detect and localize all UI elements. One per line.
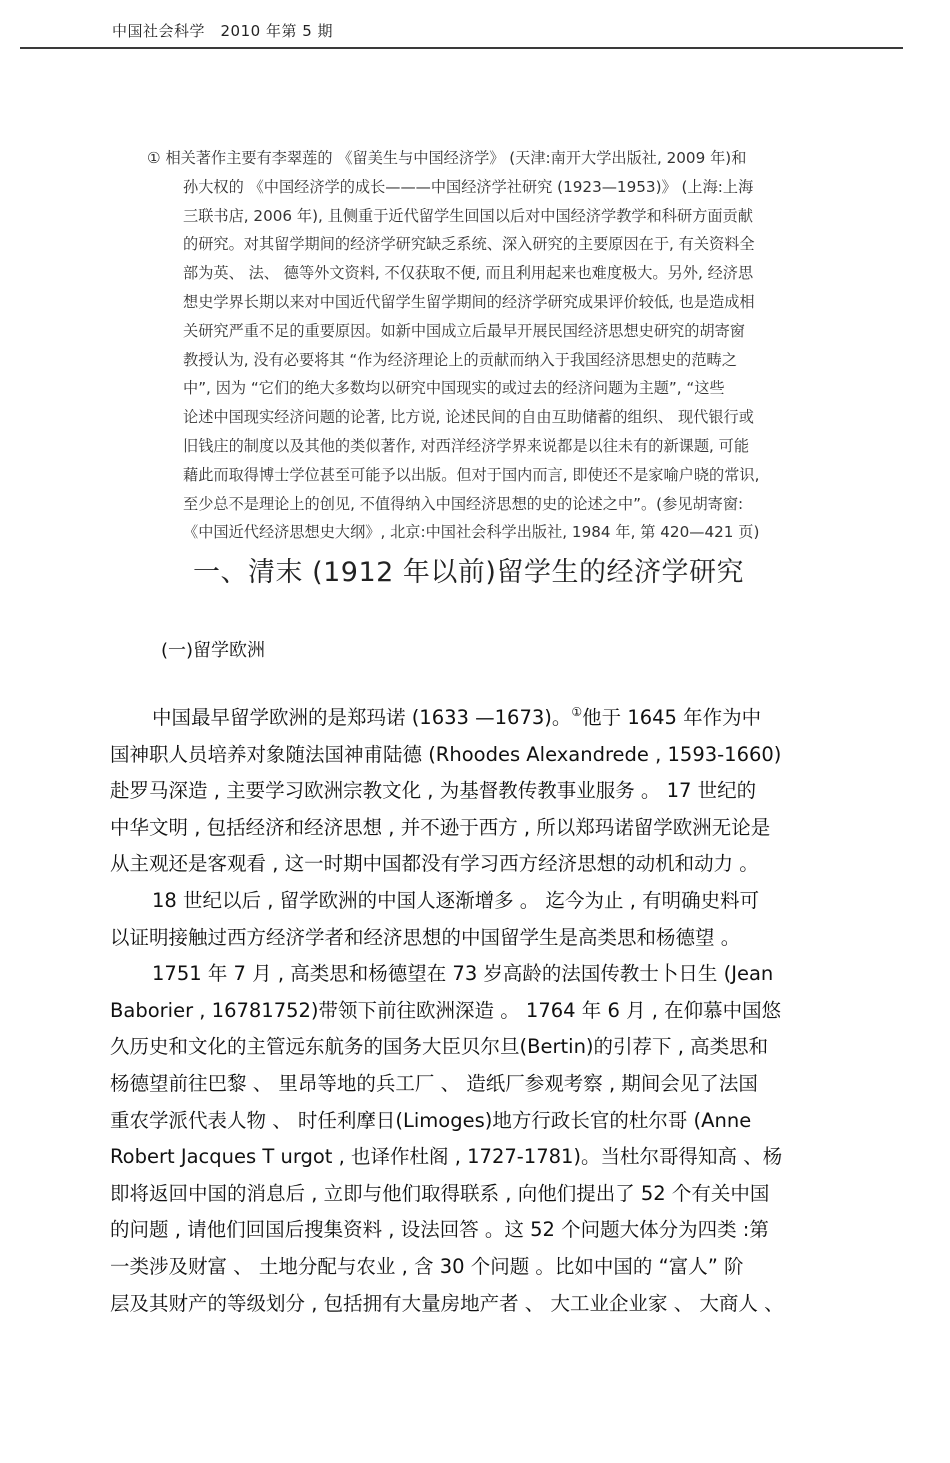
running-head: 中国社会科学 2010 年第 5 期: [112, 22, 334, 40]
body-line: 一类涉及财富 、 土地分配与农业 , 含 30 个问题 。比如中国的 “富人” 阶: [110, 1254, 744, 1278]
footnote-line: 想史学界长期以来对中国近代留学生留学期间的经济学研究成果评价较低, 也是造成相: [183, 292, 755, 311]
body-line: 久历史和文化的主管远东航务的国务大臣贝尔旦(Bertin)的引荐下 , 高类思和: [110, 1035, 769, 1059]
body-line: 中华文明 , 包括经济和经济思想 , 并不逊于西方 , 所以郑玛诺留学欧洲无论是: [110, 815, 771, 839]
footnote-line: 至少总不是理论上的创见, 不值得纳入中国经济思想的史的论述之中”。(参见胡寄窗:: [183, 494, 744, 513]
footnote-ref[interactable]: ①: [571, 705, 583, 719]
body-line: 重农学派代表人物 、 时任利摩日(Limoges)地方行政长官的杜尔哥 (Anne: [110, 1108, 752, 1132]
footnote-line: 旧钱庄的制度以及其他的类似著作, 对西洋经济学界来说都是以往未有的新课题, 可能: [183, 436, 750, 455]
footnote-line: 三联书店, 2006 年), 且侧重于近代留学生回国以后对中国经济学教学和科研方面贡献: [183, 206, 753, 225]
body-line: 杨德望前往巴黎 、 里昂等地的兵工厂 、 造纸厂参观考察 , 期间会见了法国: [110, 1071, 758, 1095]
body-line: 以证明接触过西方经济学者和经济思想的中国留学生是高类思和杨德望 。: [110, 925, 741, 949]
footnote-line: ① 相关著作主要有李翠莲的 《留美生与中国经济学》 (天津:南开大学出版社, 2009 年)和: [147, 149, 747, 167]
footnote-line: 关研究严重不足的重要原因。如新中国成立后最早开展民国经济思想史研究的胡寄窗: [183, 321, 745, 340]
body-text: [110, 694, 840, 1322]
footnote-line: 教授认为, 没有必要将其 “作为经济理论上的贡献而纳入于我国经济思想史的范畴之: [183, 350, 737, 369]
body-line: 1751 年 7 月 , 高类思和杨德望在 73 岁高龄的法国传教士卜日生 (Jean: [152, 962, 774, 986]
footnote-line: 《中国近代经济思想史大纲》, 北京:中国社会科学出版社, 1984 年, 第 420—421 页): [183, 523, 760, 542]
section-title: 一、清末 (1912 年以前)留学生的经济学研究: [193, 557, 744, 588]
footnote-line: 部为英、 法、 德等外文资料, 不仅获取不便, 而且利用起来也难度极大。另外, 经济思: [183, 264, 754, 283]
footnote-line: 孙大权的 《中国经济学的成长———中国经济学社研究 (1923—1953)》 (上海:上海: [183, 177, 754, 196]
body-line: 赴罗马深造 , 主要学习欧洲宗教文化 , 为基督教传教事业服务 。 17 世纪的: [110, 779, 757, 803]
body-line: 中国最早留学欧洲的是郑玛诺 (1633 —1673)。①他于 1645 年作为中: [152, 705, 762, 729]
body-line: 18 世纪以后 , 留学欧洲的中国人逐渐增多 。 迄今为止 , 有明确史料可: [152, 888, 760, 912]
body-line: 从主观还是客观看 , 这一时期中国都没有学习西方经济思想的动机和动力 。: [110, 852, 759, 876]
header-rule: [20, 47, 903, 49]
footnote: [147, 144, 837, 547]
footnote-line: 藉此而取得博士学位甚至可能予以出版。但对于国内而言, 即使还不是家喻户晓的常识,: [183, 465, 760, 484]
footnote-line: 的研究。对其留学期间的经济学研究缺乏系统、深入研究的主要原因在于, 有关资料全: [183, 235, 755, 254]
footnote-line: 论述中国现实经济问题的论著, 比方说, 论述民间的自由互助储蓄的组织、 现代银行或: [183, 408, 754, 427]
body-line: 即将返回中国的消息后 , 立即与他们取得联系 , 向他们提出了 52 个有关中国: [110, 1181, 770, 1205]
subsection-title: (一)留学欧洲: [161, 640, 266, 661]
body-line: 国神职人员培养对象随法国神甫陆德 (Rhoodes Alexandrede , 1593-1660): [110, 742, 782, 766]
body-line: Robert Jacques T urgot , 也译作杜阁 , 1727-1781)。当杜尔哥得知高 、杨: [110, 1145, 783, 1169]
body-line: 层及其财产的等级划分 , 包括拥有大量房地产者 、 大工业企业家 、 大商人 、: [110, 1291, 784, 1315]
body-line: Baborier , 16781752)带领下前往欧洲深造 。 1764 年 6 月 , 在仰慕中国悠: [110, 998, 782, 1022]
body-line: 的问题 , 请他们回国后搜集资料 , 设法回答 。这 52 个问题大体分为四类 :第: [110, 1218, 769, 1242]
footnote-line: 中”, 因为 “它们的绝大多数均以研究中国现实的或过去的经济问题为主题”, “这些: [183, 379, 725, 398]
